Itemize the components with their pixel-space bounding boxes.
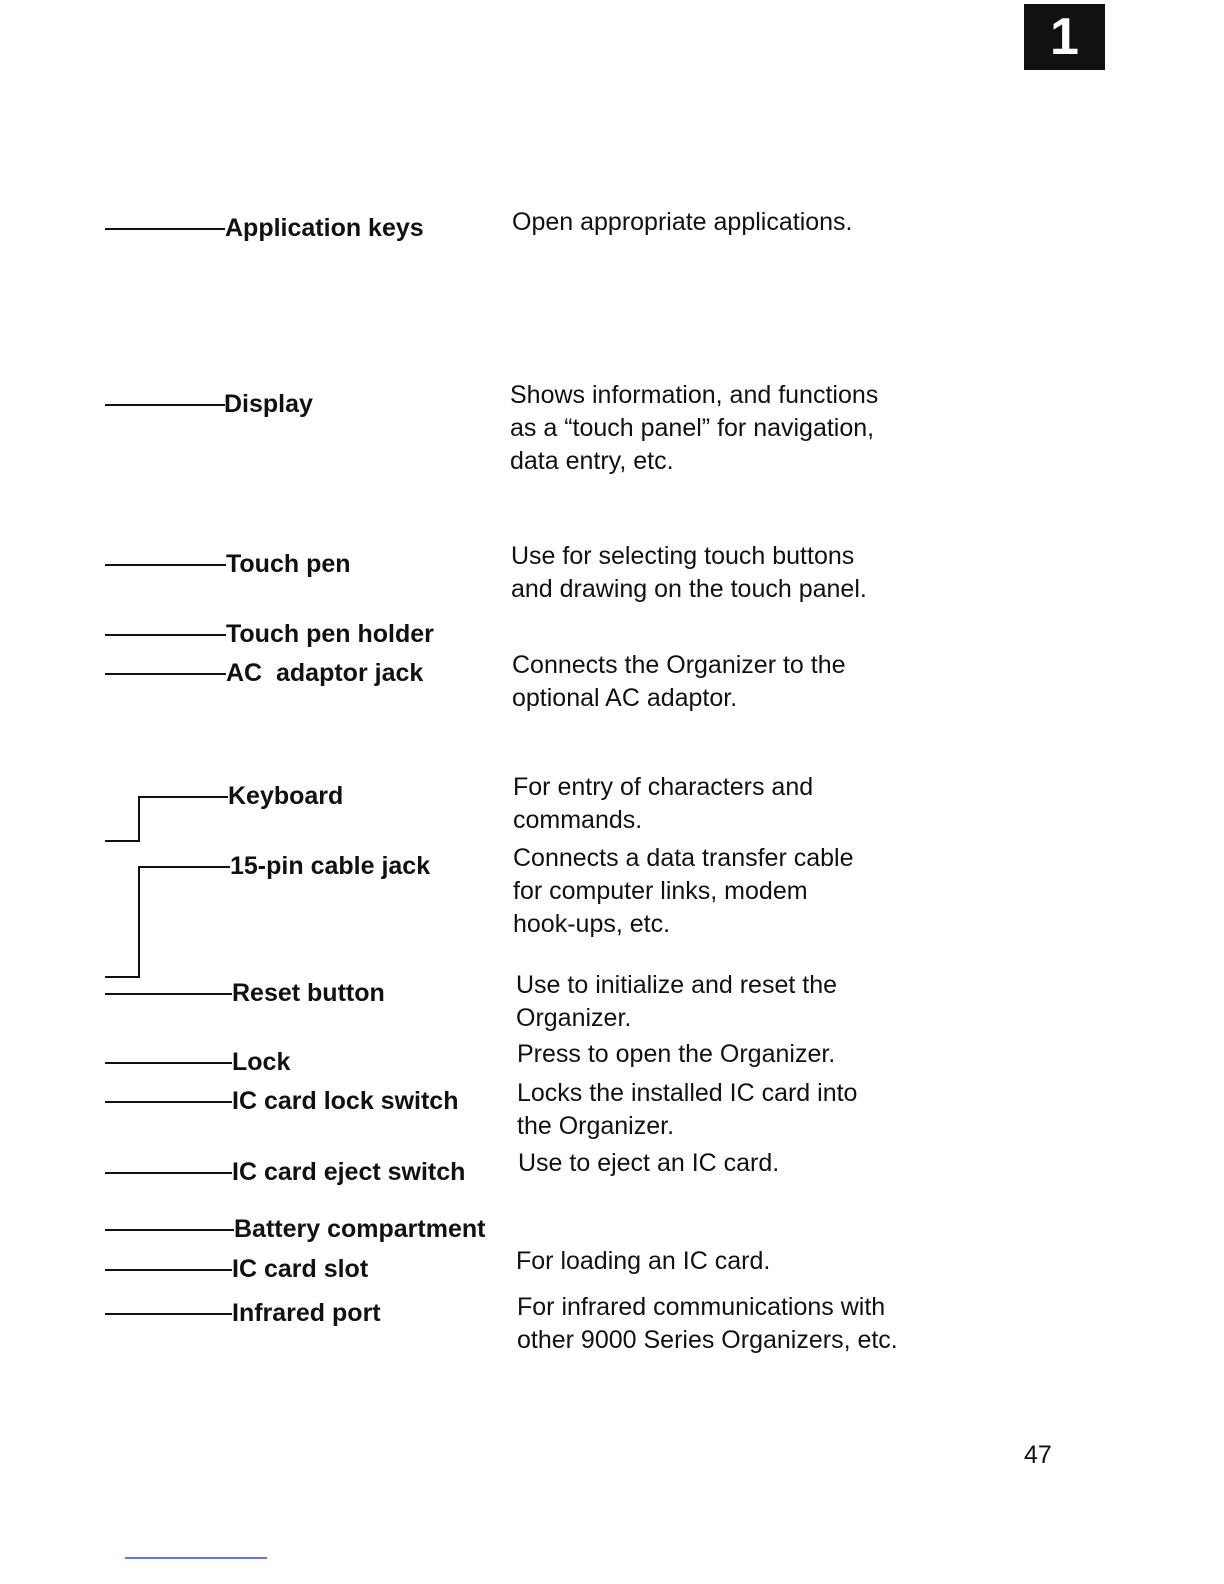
- leader-line: [138, 796, 228, 798]
- item-label: Keyboard: [228, 782, 344, 810]
- item-description: For loading an IC card.: [516, 1247, 771, 1275]
- item-label: Display: [224, 390, 313, 418]
- leader-line: [105, 1062, 232, 1064]
- item-label: Touch pen: [226, 550, 351, 578]
- bracket-line: [105, 840, 140, 842]
- item-description: Shows information, and functions as a “touch panel” for navigation, data entry, etc.: [510, 381, 879, 475]
- leader-line: [105, 673, 226, 675]
- item-label: AC adaptor jack: [226, 659, 424, 687]
- leader-line: [105, 564, 226, 566]
- leader-line: [105, 1269, 232, 1271]
- item-label: IC card eject switch: [232, 1158, 466, 1186]
- item-description: Use to initialize and reset the Organizer.: [516, 971, 838, 1032]
- leader-line: [105, 1313, 232, 1315]
- page-number: 47: [1024, 1441, 1052, 1469]
- item-label: Reset button: [232, 979, 385, 1007]
- leader-line: [105, 1229, 234, 1231]
- item-label: Infrared port: [232, 1299, 381, 1327]
- item-description: For entry of characters and commands.: [513, 773, 814, 834]
- bracket-line: [138, 796, 140, 842]
- item-description: Open appropriate applications.: [512, 208, 853, 236]
- leader-line: [105, 1101, 232, 1103]
- item-description: Use for selecting touch buttons and drawing on the touch panel.: [511, 542, 867, 603]
- item-label: Lock: [232, 1048, 291, 1076]
- leader-line: [105, 404, 225, 406]
- footer-rule: [125, 1557, 267, 1559]
- item-label: IC card slot: [232, 1255, 369, 1283]
- leader-line: [105, 1172, 232, 1174]
- chapter-tab: 1: [1024, 4, 1105, 70]
- item-description: Use to eject an IC card.: [518, 1149, 780, 1177]
- leader-line: [138, 866, 230, 868]
- item-description: Press to open the Organizer.: [517, 1040, 836, 1068]
- bracket-line: [138, 866, 140, 978]
- item-label: Touch pen holder: [226, 620, 434, 648]
- item-label: IC card lock switch: [232, 1087, 459, 1115]
- item-label: Battery compartment: [234, 1215, 486, 1243]
- item-description: Connects a data transfer cable for computer links, modem hook-ups, etc.: [513, 844, 854, 938]
- bracket-line: [105, 976, 140, 978]
- item-description: Locks the installed IC card into the Organizer.: [517, 1079, 858, 1140]
- leader-line: [105, 993, 232, 995]
- item-description: For infrared communications with other 9000 Series Organizers, etc.: [517, 1293, 898, 1354]
- leader-line: [105, 228, 225, 230]
- leader-line: [105, 634, 226, 636]
- item-label: 15-pin cable jack: [230, 852, 431, 880]
- item-description: Connects the Organizer to the optional AC adaptor.: [512, 651, 846, 712]
- item-label: Application keys: [225, 214, 424, 242]
